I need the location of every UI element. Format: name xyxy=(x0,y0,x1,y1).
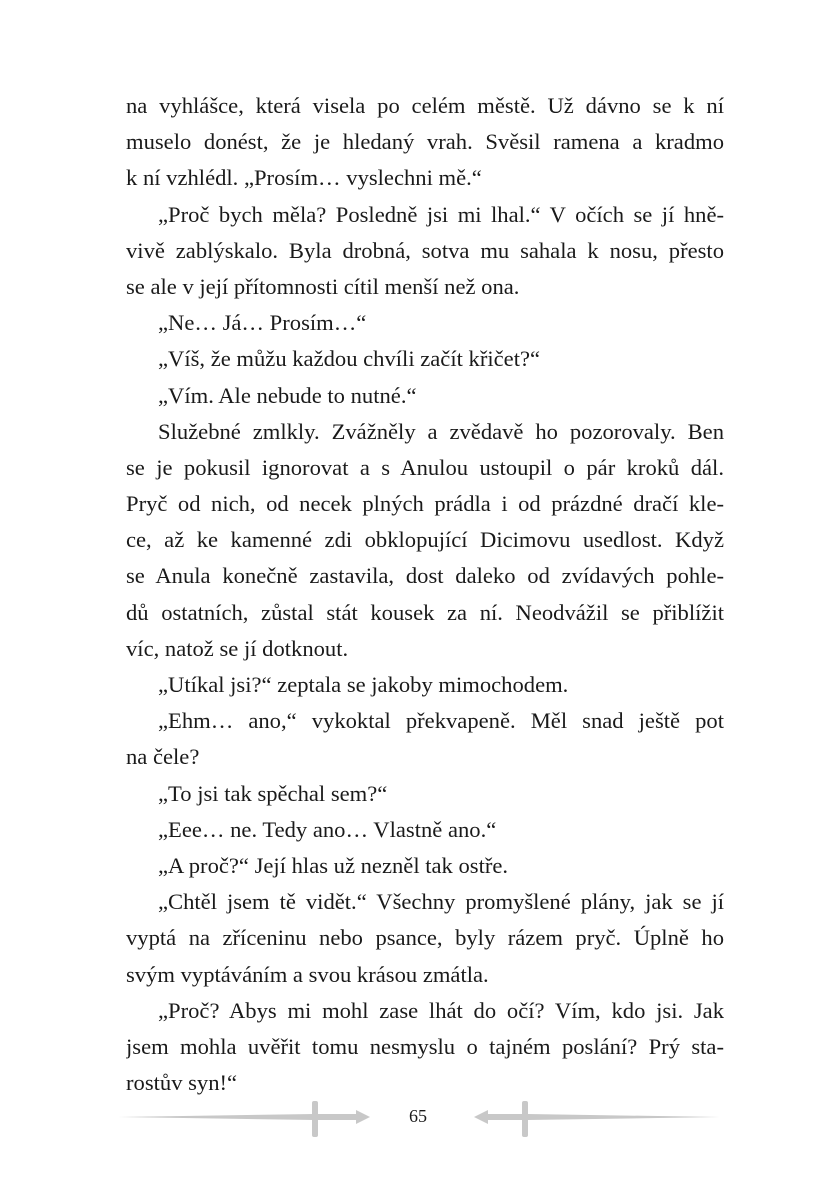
sword-right-grip xyxy=(488,1114,522,1120)
text-line: „Víš, že můžu každou chvíli začít křičet?“ xyxy=(158,346,541,372)
sword-ornament-left-icon xyxy=(118,1098,376,1148)
text-line: Pryč od nich, od necek plných prádla i od prázdné dračí kle- xyxy=(126,491,724,517)
text-line: „Proč? Abys mi mohl zase lhát do očí? Vím, kdo jsi. Jak xyxy=(158,997,724,1023)
text-line: k ní vzhlédl. „Prosím… vyslechni mě.“ xyxy=(126,165,482,191)
text-line: „Ne… Já… Prosím…“ xyxy=(158,310,367,336)
sword-ornament-right-icon xyxy=(468,1098,726,1148)
text-line: „A proč?“ Její hlas už nezněl tak ostře. xyxy=(158,852,509,878)
body-text xyxy=(126,88,724,1101)
page-footer xyxy=(0,1098,836,1148)
sword-left-blade xyxy=(118,1114,314,1120)
text-line: na vyhlášce, která visela po celém městě. Už dávno se k ní xyxy=(126,93,724,118)
sword-right-guard xyxy=(522,1101,528,1137)
text-line: víc, natož se jí dotknout. xyxy=(126,635,349,661)
text-line: se Anula konečně zastavila, dost daleko od zvídavých pohle- xyxy=(126,563,724,589)
text-line: vyptá na zříceninu nebo psance, byly rázem pryč. Úplně ho xyxy=(126,925,724,951)
text-line: rostův syn!“ xyxy=(126,1070,238,1096)
text-line: na čele? xyxy=(126,744,200,770)
text-line: vivě zablýskalo. Byla drobná, sotva mu sahala k nosu, přesto xyxy=(126,237,724,263)
text-line: ce, až ke kamenné zdi obklopující Dicimovu usedlost. Když xyxy=(126,527,724,553)
text-line: „Proč bych měla? Posledně jsi mi lhal.“ V očích se jí hně- xyxy=(158,201,724,227)
sword-right-pommel xyxy=(474,1110,488,1124)
sword-left-guard xyxy=(312,1101,318,1137)
text-line: „Chtěl jsem tě vidět.“ Všechny promyšlené plány, jak se jí xyxy=(158,889,724,915)
text-line: „Vím. Ale nebude to nutné.“ xyxy=(158,382,417,408)
text-line: „To jsi tak spěchal sem?“ xyxy=(158,780,388,806)
sword-left-pommel xyxy=(356,1110,370,1124)
text-line: „Utíkal jsi?“ zeptala se jakoby mimochodem. xyxy=(158,672,569,697)
text-line: se ale v její přítomnosti cítil menší než ona. xyxy=(126,273,520,299)
text-line: „Eee… ne. Tedy ano… Vlastně ano.“ xyxy=(158,816,497,842)
sword-left-grip xyxy=(318,1114,356,1120)
text-line: jsem mohla uvěřit tomu nesmyslu o tajném poslání? Prý sta- xyxy=(126,1033,724,1059)
text-line: svým vyptáváním a svou krásou zmátla. xyxy=(126,961,489,987)
text-line: „Ehm… ano,“ vykoktal překvapeně. Měl snad ještě pot xyxy=(158,708,724,734)
text-line: muselo donést, že je hledaný vrah. Svěsil ramena a kradmo xyxy=(126,129,724,155)
text-line: dů ostatních, zůstal stát kousek za ní. Neodvážil se přiblížit xyxy=(126,599,724,625)
sword-right-blade xyxy=(528,1114,720,1120)
text-line: Služebné zmlkly. Zvážněly a zvědavě ho pozorovaly. Ben xyxy=(158,418,724,444)
text-line: se je pokusil ignorovat a s Anulou ustoupil o pár kroků dál. xyxy=(126,454,724,480)
page-number: 65 xyxy=(409,1106,427,1126)
